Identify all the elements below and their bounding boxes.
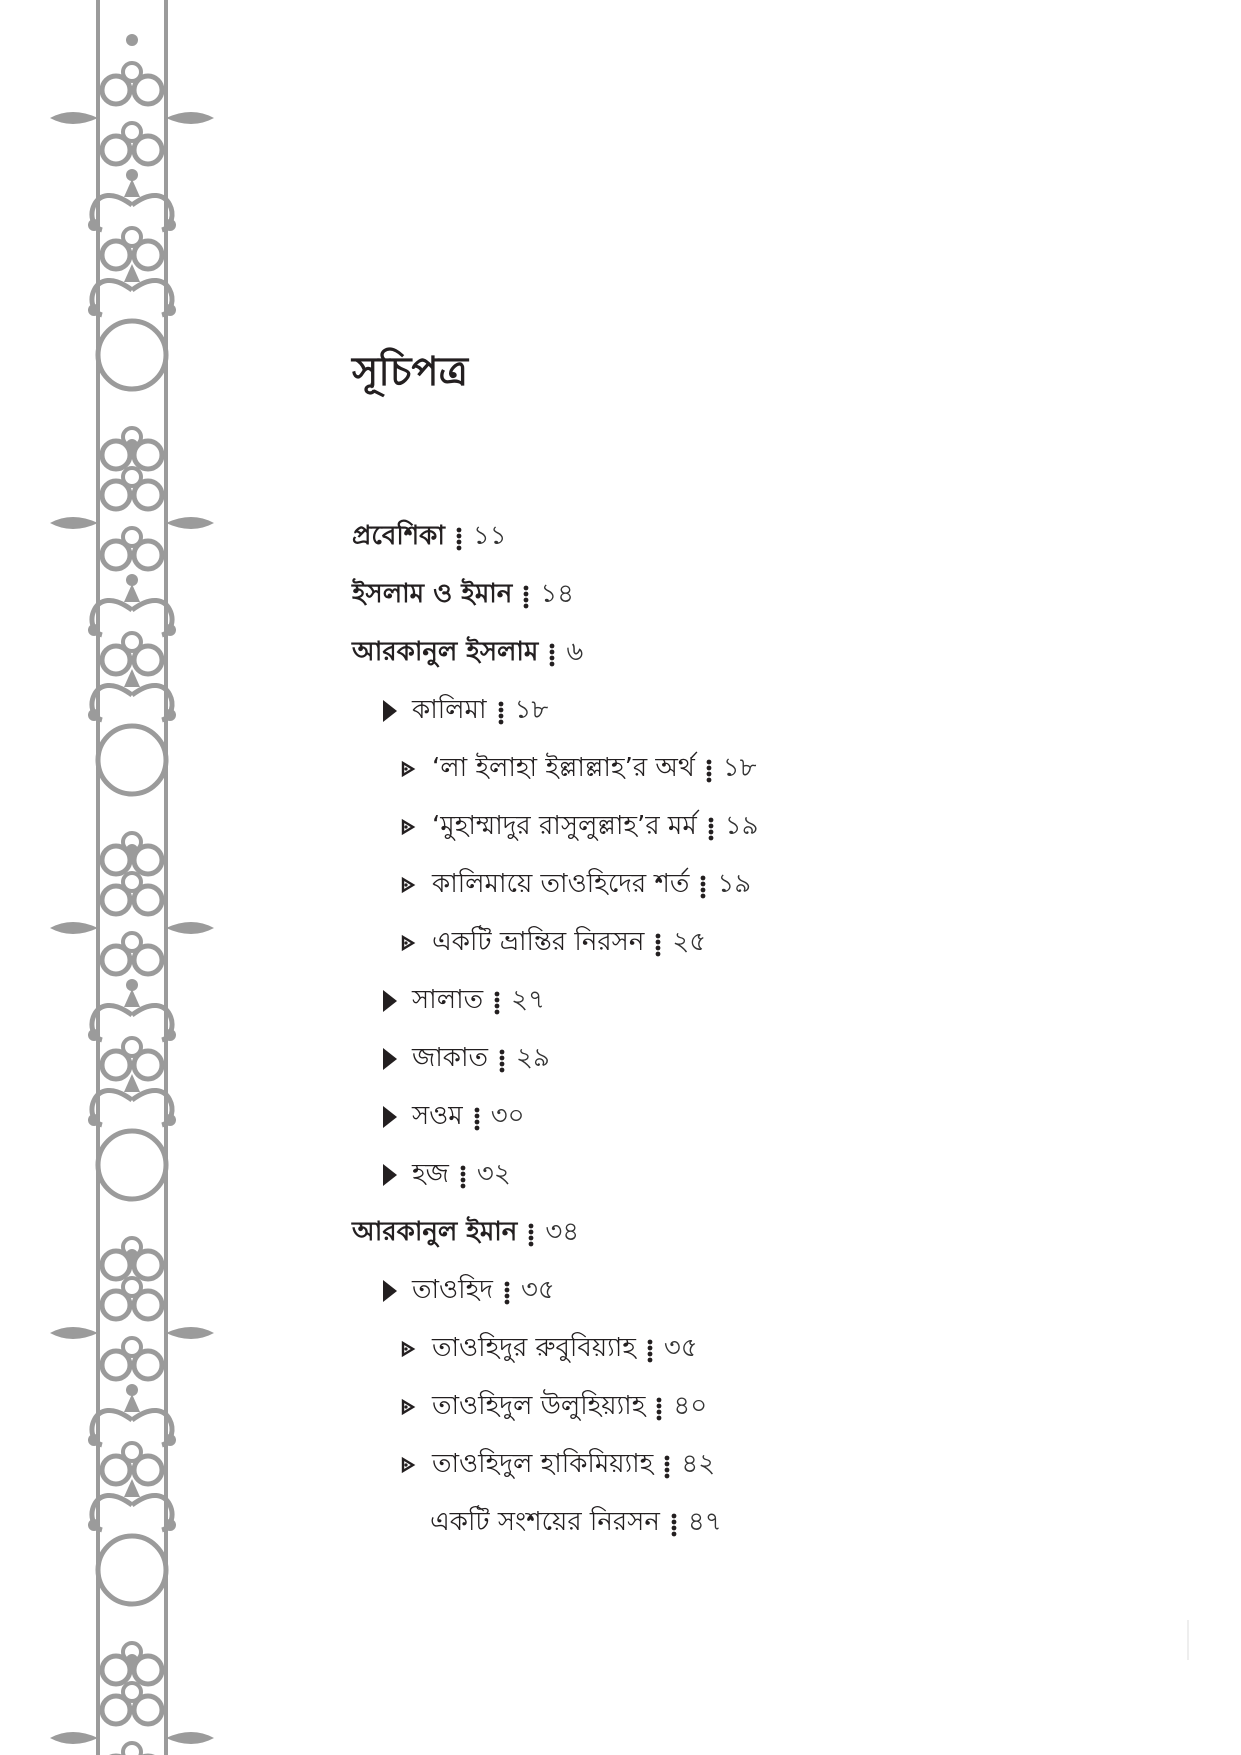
toc-page-number: ৬: [566, 637, 584, 667]
toc-entry-title: আরকানুল ইমান: [352, 1217, 518, 1247]
dotted-separator-icon: [459, 1164, 467, 1190]
dotted-separator-icon: [473, 1106, 481, 1132]
toc-entry-title: জাকাত: [412, 1043, 489, 1073]
toc-page-number: ১৮: [514, 695, 549, 725]
toc-entry-title: সালাত: [412, 985, 484, 1015]
toc-entry: [352, 682, 1152, 740]
toc-entry: [352, 740, 1152, 798]
toc-entry-title: আরকানুল ইসলাম: [352, 637, 539, 667]
table-of-contents: [352, 508, 1152, 1552]
solid-triangle-bullet-icon: [380, 1277, 412, 1305]
dotted-separator-icon: [503, 1280, 511, 1306]
toc-entry-title: কালিমায়ে তাওহিদের শর্ত: [432, 869, 690, 899]
toc-page-number: ৩২: [476, 1159, 511, 1189]
toc-entry-title: একটি ভ্রান্তির নিরসন: [432, 927, 645, 957]
small-triangle-bullet-icon: [400, 1396, 432, 1418]
small-triangle-bullet-icon: [400, 1454, 432, 1476]
toc-entry-title: তাওহিদুল উলুহিয়্যাহ: [432, 1391, 646, 1421]
toc-entry-title: তাওহিদ: [412, 1275, 493, 1305]
small-triangle-bullet-icon: [400, 758, 432, 780]
dotted-separator-icon: [493, 990, 501, 1016]
small-triangle-bullet-icon: [400, 1338, 432, 1360]
solid-triangle-bullet-icon: [380, 1103, 412, 1131]
toc-page-number: ১৯: [724, 811, 759, 841]
toc-entry-title: ‘লা ইলাহা ইল্লাল্লাহ’র অর্থ: [432, 753, 695, 783]
solid-triangle-bullet-icon: [380, 1045, 412, 1073]
dotted-separator-icon: [654, 932, 662, 958]
toc-page-number: ১১: [472, 521, 507, 551]
toc-entry: [352, 914, 1152, 972]
small-triangle-bullet-icon: [400, 932, 432, 954]
dotted-separator-icon: [705, 758, 713, 784]
dotted-separator-icon: [498, 1048, 506, 1074]
toc-page-number: ৩৫: [520, 1275, 555, 1305]
dotted-separator-icon: [548, 642, 556, 668]
toc-entry-title: ইসলাম ও ইমান: [352, 579, 513, 609]
toc-page-number: ১৪: [540, 579, 575, 609]
small-triangle-bullet-icon: [400, 874, 432, 896]
toc-page-number: ৪০: [673, 1391, 708, 1421]
decorative-border-ornament: [50, 0, 215, 1755]
toc-entry-title: ‘মুহাম্মাদুর রাসুলুল্লাহ’র মর্ম: [432, 811, 697, 841]
toc-page-number: ৪৭: [687, 1507, 722, 1537]
toc-entry-title: সওম: [412, 1101, 463, 1131]
dotted-separator-icon: [707, 816, 715, 842]
toc-entry: [352, 1204, 1152, 1262]
toc-page-number: ৩৫: [663, 1333, 698, 1363]
dotted-separator-icon: [670, 1512, 678, 1538]
toc-entry-title: তাওহিদুল হাকিমিয়্যাহ: [432, 1449, 654, 1479]
toc-entry: [352, 1436, 1152, 1494]
dotted-separator-icon: [527, 1222, 535, 1248]
small-triangle-bullet-icon: [400, 816, 432, 838]
toc-entry: [352, 624, 1152, 682]
toc-entry: [352, 1378, 1152, 1436]
toc-entry: [352, 1494, 1152, 1552]
toc-page-number: ৩০: [490, 1101, 525, 1131]
page-title: সূচিপত্র: [352, 349, 468, 395]
toc-page-number: ১৮: [722, 753, 757, 783]
toc-entry-title: প্রবেশিকা: [352, 521, 445, 551]
toc-entry-title: তাওহিদুর রুবুবিয়্যাহ: [432, 1333, 636, 1363]
toc-entry-title: একটি সংশয়ের নিরসন: [430, 1507, 660, 1537]
toc-entry: [352, 1320, 1152, 1378]
toc-entry: [352, 972, 1152, 1030]
toc-entry: [352, 508, 1152, 566]
dotted-separator-icon: [699, 874, 707, 900]
toc-page-number: ২৫: [672, 927, 707, 957]
toc-entry: [352, 1146, 1152, 1204]
toc-entry: [352, 856, 1152, 914]
toc-page-number: ৩৪: [545, 1217, 580, 1247]
dotted-separator-icon: [646, 1338, 654, 1364]
toc-page-number: ১৯: [717, 869, 752, 899]
toc-page-number: ২৯: [516, 1043, 550, 1073]
toc-page-number: ২৭: [511, 985, 545, 1015]
toc-entry: [352, 798, 1152, 856]
solid-triangle-bullet-icon: [380, 697, 412, 725]
dotted-separator-icon: [522, 584, 530, 610]
page-edge-mark: [1187, 1620, 1189, 1660]
toc-entry: [352, 1030, 1152, 1088]
dotted-separator-icon: [663, 1454, 671, 1480]
dotted-separator-icon: [455, 526, 463, 552]
toc-entry-title: কালিমা: [412, 695, 487, 725]
toc-entry-title: হজ: [412, 1159, 449, 1189]
dotted-separator-icon: [655, 1396, 663, 1422]
toc-entry: [352, 1262, 1152, 1320]
solid-triangle-bullet-icon: [380, 1161, 412, 1189]
toc-entry: [352, 566, 1152, 624]
solid-triangle-bullet-icon: [380, 987, 412, 1015]
toc-page-number: ৪২: [681, 1449, 716, 1479]
toc-entry: [352, 1088, 1152, 1146]
dotted-separator-icon: [497, 700, 505, 726]
